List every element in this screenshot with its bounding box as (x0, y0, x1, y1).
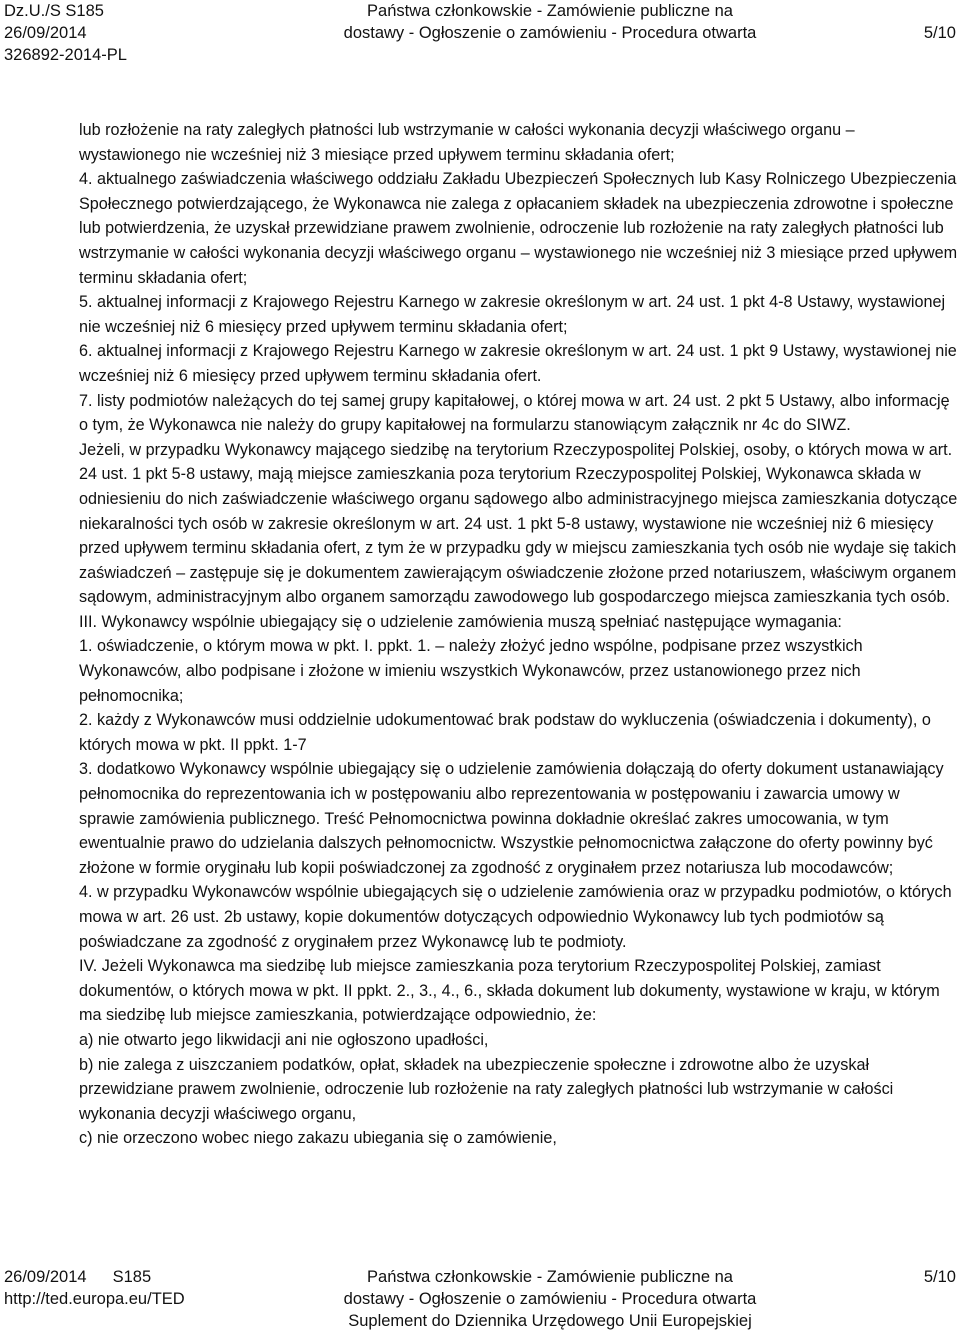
header-page-number: 5/10 (923, 24, 956, 42)
footer-page-number: 5/10 (923, 1268, 956, 1286)
document-body (79, 118, 959, 1151)
body-paragraph: lub rozłożenie na raty zaległych płatności lub wstrzymanie w całości wykonania decyzji właściwego organu – wystawionego nie wcześniej niż 3 miesiące przed upływem terminu składania ofert; (79, 121, 855, 164)
page-footer (0, 1266, 960, 1332)
page-header (0, 0, 960, 66)
header-title-line-2: dostawy - Ogłoszenie o zamówieniu - Procedura otwarta (343, 24, 757, 42)
publication-date: 26/09/2014 (4, 24, 87, 42)
body-paragraph: 6. aktualnej informacji z Krajowego Rejestru Karnego w zakresie określonym w art. 24 ust. 1 pkt 9 Ustawy, wystawionej nie wcześniej niż 6 miesięcy przed upływem terminu składania ofert. (79, 342, 957, 385)
footer-issue: S185 (112, 1268, 152, 1286)
body-paragraph: Jeżeli, w przypadku Wykonawcy mającego siedzibę na terytorium Rzeczypospolitej Polskiej, osoby, o których mowa w art. 24 ust. 1 pkt 5-8 ustawy, mają miejsce zamieszkania poza terytorium Rzeczypospolitej Polskiej, Wykonawca składa w odniesieniu do nich zaświadczenie właściwego organu sądowego albo administracyjnego miejsca zamieszkania dotyczące niekaralności tych osób w zakresie określonym w art. 24 ust. 1 pkt 5-8 ustawy, wystawione nie wcześniej niż 6 miesięcy przed upływem terminu składania ofert, z tym że w przypadku gdy w miejscu zamieszkania tych osób nie wydaje się takich zaświadczeń – zastępuje się je dokumentem zawierającym oświadczenie złożone przed notariuszem, właściwym organem sądowym, administracyjnym albo organem samorządu zawodowego lub gospodarczego miejsca zamieszkania tych osób. (79, 440, 958, 607)
footer-title-line-2: dostawy - Ogłoszenie o zamówieniu - Procedura otwarta (343, 1290, 757, 1308)
body-paragraph: IV. Jeżeli Wykonawca ma siedzibę lub miejsce zamieszkania poza terytorium Rzeczypospolitej Polskiej, zamiast dokumentów, o których mowa w pkt. II ppkt. 2., 3., 4., 6., składa dokument lub dokumenty, wystawione w kraju, w którym ma siedzibę lub miejsce zamieszkania, potwierdzające odpowiednio, że: (79, 957, 940, 1025)
footer-title-line-1: Państwa członkowskie - Zamówienie publiczne na (367, 1268, 733, 1286)
footer-title (270, 1266, 830, 1332)
footer-left (4, 1266, 264, 1310)
header-title-line-1: Państwa członkowskie - Zamówienie publiczne na (367, 2, 733, 20)
notice-id: 326892-2014-PL (4, 46, 127, 64)
header-title (270, 0, 830, 44)
body-paragraph: 4. w przypadku Wykonawców wspólnie ubiegających się o udzielenie zamówienia oraz w przypadku podmiotów, o których mowa w art. 26 ust. 2b ustawy, kopie dokumentów dotyczących odpowiednio Wykonawcy lub tych podmiotów są poświadczane za zgodność z oryginałem przez Wykonawcę lub te podmioty. (79, 883, 952, 951)
body-paragraph: 4. aktualnego zaświadczenia właściwego oddziału Zakładu Ubezpieczeń Społecznych lub Kasy Rolniczego Ubezpieczenia Społecznego potwierdzającego, że Wykonawca nie zalega z opłacaniem składek na ubezpieczenia zdrowotne i społeczne lub potwierdzenia, że uzyskał przewidziane prawem zwolnienie, odroczenie lub rozłożenie na raty zaległych płatności lub wstrzymanie w całości wykonania decyzji właściwego organu – wystawionego nie wcześniej niż 3 miesiące przed upływem terminu składania ofert; (79, 170, 958, 287)
body-paragraph: a) nie otwarto jego likwidacji ani nie ogłoszono upadłości, (79, 1030, 489, 1049)
footer-date: 26/09/2014 (4, 1268, 87, 1286)
body-paragraph: 5. aktualnej informacji z Krajowego Rejestru Karnego w zakresie określonym w art. 24 ust. 1 pkt 4-8 Ustawy, wystawionej nie wcześniej niż 6 miesięcy przed upływem terminu składania ofert; (79, 293, 946, 336)
body-paragraph: 2. każdy z Wykonawców musi oddzielnie udokumentować brak podstaw do wykluczenia (oświadczenia i dokumenty), o których mowa w pkt. II ppkt. 1-7 (79, 711, 931, 754)
body-paragraph: 3. dodatkowo Wykonawcy wspólnie ubiegający się o udzielenie zamówienia dołączają do oferty dokument ustanawiający pełnomocnika do reprezentowania ich w postępowaniu albo reprezentowania w postępowaniu i zawarcia umowy w sprawie zamówienia publicznego. Treść Pełnomocnictwa powinna dokładnie określać zakres umocowania, w tym ewentualnie prawo do udzielania dalszych pełnomocnictw. Wszystkie pełnomocnictwa załączone do oferty powinny być złożone w formie oryginału lub kopii poświadczonej za zgodność z oryginałem przez notariusza lub mocodawców; (79, 760, 944, 877)
footer-date-issue (4, 1266, 264, 1288)
body-paragraph: III. Wykonawcy wspólnie ubiegający się o udzielenie zamówienia muszą spełniać następujące wymagania: (79, 612, 842, 631)
body-paragraph: b) nie zalega z uiszczaniem podatków, opłat, składek na ubezpieczenie społeczne i zdrowotne albo że uzyskał przewidziane prawem zwolnienie, odroczenie lub rozłożenie na raty zaległych płatności lub wstrzymanie w całości wykonania decyzji właściwego organu, (79, 1055, 894, 1123)
header-left (4, 0, 264, 66)
journal-reference: Dz.U./S S185 (4, 2, 104, 20)
body-paragraph: 1. oświadczenie, o którym mowa w pkt. I. ppkt. 1. – należy złożyć jedno wspólne, podpisane przez wszystkich Wykonawców, albo podpisane i złożone w imieniu wszystkich Wykonawców, przez ustanowionego przez nich pełnomocnika; (79, 637, 863, 705)
body-paragraph: 7. listy podmiotów należących do tej samej grupy kapitałowej, o której mowa w art. 24 ust. 2 pkt 5 Ustawy, albo informację o tym, że Wykonawca nie należy do grupy kapitałowej na formularzu stanowiącym załącznik nr 4c do SIWZ. (79, 391, 950, 435)
footer-title-line-3: Suplement do Dziennika Urzędowego Unii Europejskiej (348, 1312, 752, 1330)
footer-url: http://ted.europa.eu/TED (4, 1290, 185, 1308)
body-paragraph: c) nie orzeczono wobec niego zakazu ubiegania się o zamówienie, (79, 1129, 557, 1148)
